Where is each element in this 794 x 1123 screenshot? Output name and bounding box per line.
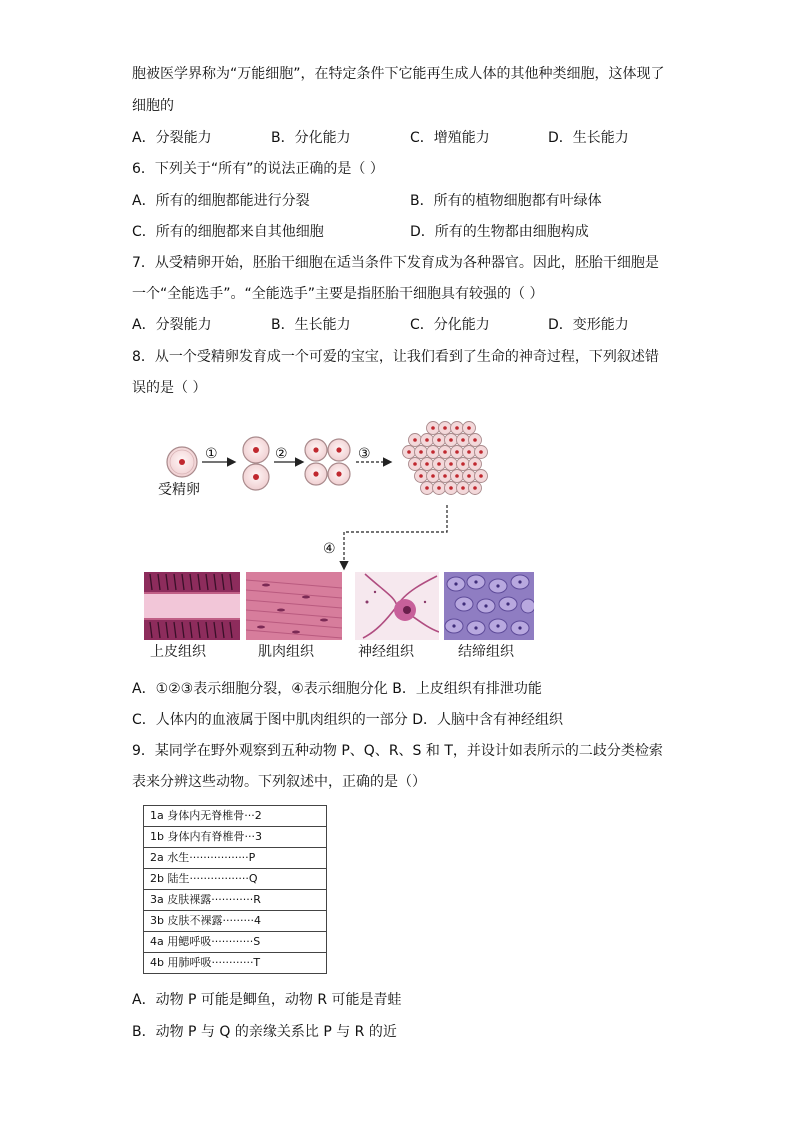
key-row-1b: 1b 身体内有脊椎骨···3 bbox=[144, 827, 327, 848]
q9-stem-line2: 表来分辨这些动物。下列叙述中，正确的是（） bbox=[132, 774, 426, 790]
q9-stem-line1: 9．某同学在野外观察到五种动物 P、Q、R、S 和 T，并设计如表所示的二歧分类检索 bbox=[132, 743, 663, 759]
q5-option-b: B．分化能力 bbox=[271, 130, 351, 146]
table-row bbox=[144, 806, 327, 827]
table-row bbox=[144, 953, 327, 974]
q8-options-ab: A．①②③表示细胞分裂，④表示细胞分化 B．上皮组织有排泄功能 bbox=[132, 681, 542, 697]
tissue-label-muscle: 肌肉组织 bbox=[258, 644, 314, 660]
muscle-tissue-image bbox=[246, 572, 342, 640]
step-label-3: ③ bbox=[358, 446, 371, 462]
key-row-2b: 2b 陆生·················Q bbox=[144, 869, 327, 890]
q8-options-cd: C．人体内的血液属于图中肌肉组织的一部分 D．人脑中含有神经组织 bbox=[132, 712, 564, 728]
q9-option-b: B．动物 P 与 Q 的亲缘关系比 P 与 R 的近 bbox=[132, 1024, 397, 1040]
q5-stem-line2: 细胞的 bbox=[132, 98, 174, 114]
q7-stem-line1: 7．从受精卵开始，胚胎干细胞在适当条件下发育成为各种器官。因此，胚胎干细胞是 bbox=[132, 255, 659, 271]
q6-option-a: A．所有的细胞都能进行分裂 bbox=[132, 193, 310, 209]
key-row-4b: 4b 用肺呼吸············T bbox=[144, 953, 327, 974]
table-row bbox=[144, 911, 327, 932]
q7-option-b: B．生长能力 bbox=[271, 317, 351, 333]
table-row bbox=[144, 827, 327, 848]
q5-option-a: A．分裂能力 bbox=[132, 130, 212, 146]
nerve-tissue-image bbox=[355, 572, 439, 640]
q6-option-c: C．所有的细胞都来自其他细胞 bbox=[132, 224, 324, 240]
zygote-cell bbox=[167, 447, 197, 477]
step-label-4: ④ bbox=[323, 541, 336, 557]
zygote-label: 受精卵 bbox=[158, 482, 200, 498]
table-row bbox=[144, 890, 327, 911]
two-cell-stage bbox=[243, 437, 269, 490]
q9-option-a: A．动物 P 可能是鲫鱼，动物 R 可能是青蛙 bbox=[132, 992, 402, 1008]
tissue-label-connective: 结缔组织 bbox=[458, 644, 514, 660]
cell-cluster bbox=[403, 422, 488, 495]
q5-stem-line1: 胞被医学界称为“万能细胞”，在特定条件下它能再生成人体的其他种类细胞，这体现了 bbox=[132, 66, 665, 82]
q8-stem-line1: 8．从一个受精卵发育成一个可爱的宝宝，让我们看到了生命的神奇过程，下列叙述错 bbox=[132, 349, 659, 365]
key-row-1a: 1a 身体内无脊椎骨···2 bbox=[144, 806, 327, 827]
table-row bbox=[144, 932, 327, 953]
q5-option-d: D．生长能力 bbox=[548, 130, 629, 146]
q7-option-c: C．分化能力 bbox=[410, 317, 490, 333]
step-label-2: ② bbox=[275, 446, 288, 462]
table-row bbox=[144, 869, 327, 890]
tissue-label-epithelial: 上皮组织 bbox=[150, 644, 206, 660]
connective-tissue-image bbox=[444, 572, 534, 640]
q8-stem-line2: 误的是（ ） bbox=[132, 380, 207, 396]
key-row-2a: 2a 水生·················P bbox=[144, 848, 327, 869]
key-row-4a: 4a 用鳃呼吸············S bbox=[144, 932, 327, 953]
q5-option-c: C．增殖能力 bbox=[410, 130, 490, 146]
tissue-label-nerve: 神经组织 bbox=[358, 644, 414, 660]
q6-option-b: B．所有的植物细胞都有叶绿体 bbox=[410, 193, 602, 209]
epithelial-tissue-image bbox=[144, 572, 240, 640]
arrow-step-4 bbox=[344, 505, 447, 568]
q7-stem-line2: 一个“全能选手”。“全能选手”主要是指胚胎干细胞具有较强的（ ） bbox=[132, 286, 544, 302]
q7-option-d: D．变形能力 bbox=[548, 317, 629, 333]
dichotomous-key-table bbox=[143, 805, 327, 974]
q6-option-d: D．所有的生物都由细胞构成 bbox=[410, 224, 589, 240]
key-row-3a: 3a 皮肤裸露············R bbox=[144, 890, 327, 911]
step-label-1: ① bbox=[205, 446, 218, 462]
q7-option-a: A．分裂能力 bbox=[132, 317, 212, 333]
four-cell-stage bbox=[305, 439, 350, 485]
table-row bbox=[144, 848, 327, 869]
q6-stem: 6．下列关于“所有”的说法正确的是（ ） bbox=[132, 161, 384, 177]
key-row-3b: 3b 皮肤不裸露·········4 bbox=[144, 911, 327, 932]
